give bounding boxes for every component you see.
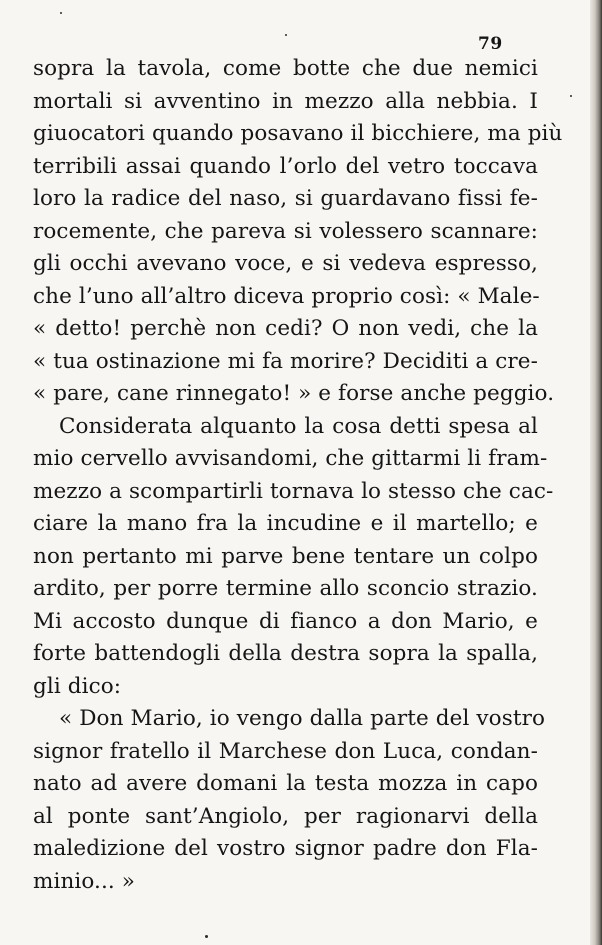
text-line: gli occhi avevano voce, e si vedeva espresso,	[33, 251, 538, 276]
paragraph-start-line: « Don Mario, io vengo dalla parte del vostro	[59, 706, 545, 731]
print-speck	[205, 935, 208, 938]
paragraph-end-line: minio... »	[33, 868, 136, 894]
text-line: che l’uno all’altro diceva proprio così: « Male-	[33, 283, 540, 309]
text-line: al ponte sant’Angiolo, per ragionarvi della	[33, 803, 538, 829]
text-line: mezzo a scompartirli tornava lo stesso che cac-	[33, 478, 554, 504]
text-line: mortali si avventino in mezzo alla nebbia. I	[33, 88, 538, 114]
text-line: non pertanto mi parve bene tentare un colpo	[33, 543, 538, 569]
text-line: ardito, per porre termine allo sconcio strazio.	[33, 576, 538, 601]
text-line: signor fratello il Marchese don Luca, condan-	[33, 738, 538, 764]
print-speck	[570, 95, 572, 97]
text-line: forte battendogli della destra sopra la spalla,	[33, 641, 538, 666]
text-line: mio cervello avvisandomi, che gittarmi li fram-	[33, 446, 548, 471]
text-line: giuocatori quando posavano il bicchiere, ma più	[33, 121, 563, 146]
text-line: terribili assai quando l’orlo del vetro toccava	[33, 153, 538, 179]
text-line: rocemente, che pareva si volessero scannare:	[33, 218, 538, 244]
text-line: Mi accosto dunque di fianco a don Mario, e	[33, 608, 538, 634]
print-speck	[285, 34, 287, 36]
text-line: « tua ostinazione mi fa morire? Deciditi a cre-	[33, 348, 538, 374]
print-speck	[60, 12, 62, 14]
paragraph-start-line: Considerata alquanto la cosa detti spesa al	[59, 413, 538, 439]
page-number: 79	[478, 34, 503, 54]
text-line: loro la radice del naso, si guardavano fissi fe-	[33, 186, 538, 211]
paragraph-end-line: gli dico:	[33, 673, 122, 699]
text-line: « detto! perchè non cedi? O non vedi, che la	[33, 316, 538, 341]
text-line: ciare la mano fra la incudine e il martello; e	[33, 511, 538, 536]
text-line: « pare, cane rinnegato! » e forse anche peggio.	[33, 381, 555, 406]
body-text	[33, 53, 563, 898]
text-line: nato ad avere domani la testa mozza in capo	[33, 771, 538, 796]
text-line: maledizione del vostro signor padre don Fla-	[33, 836, 538, 861]
page-edge-shadow	[590, 0, 602, 945]
text-line: sopra la tavola, come botte che due nemici	[33, 56, 538, 81]
